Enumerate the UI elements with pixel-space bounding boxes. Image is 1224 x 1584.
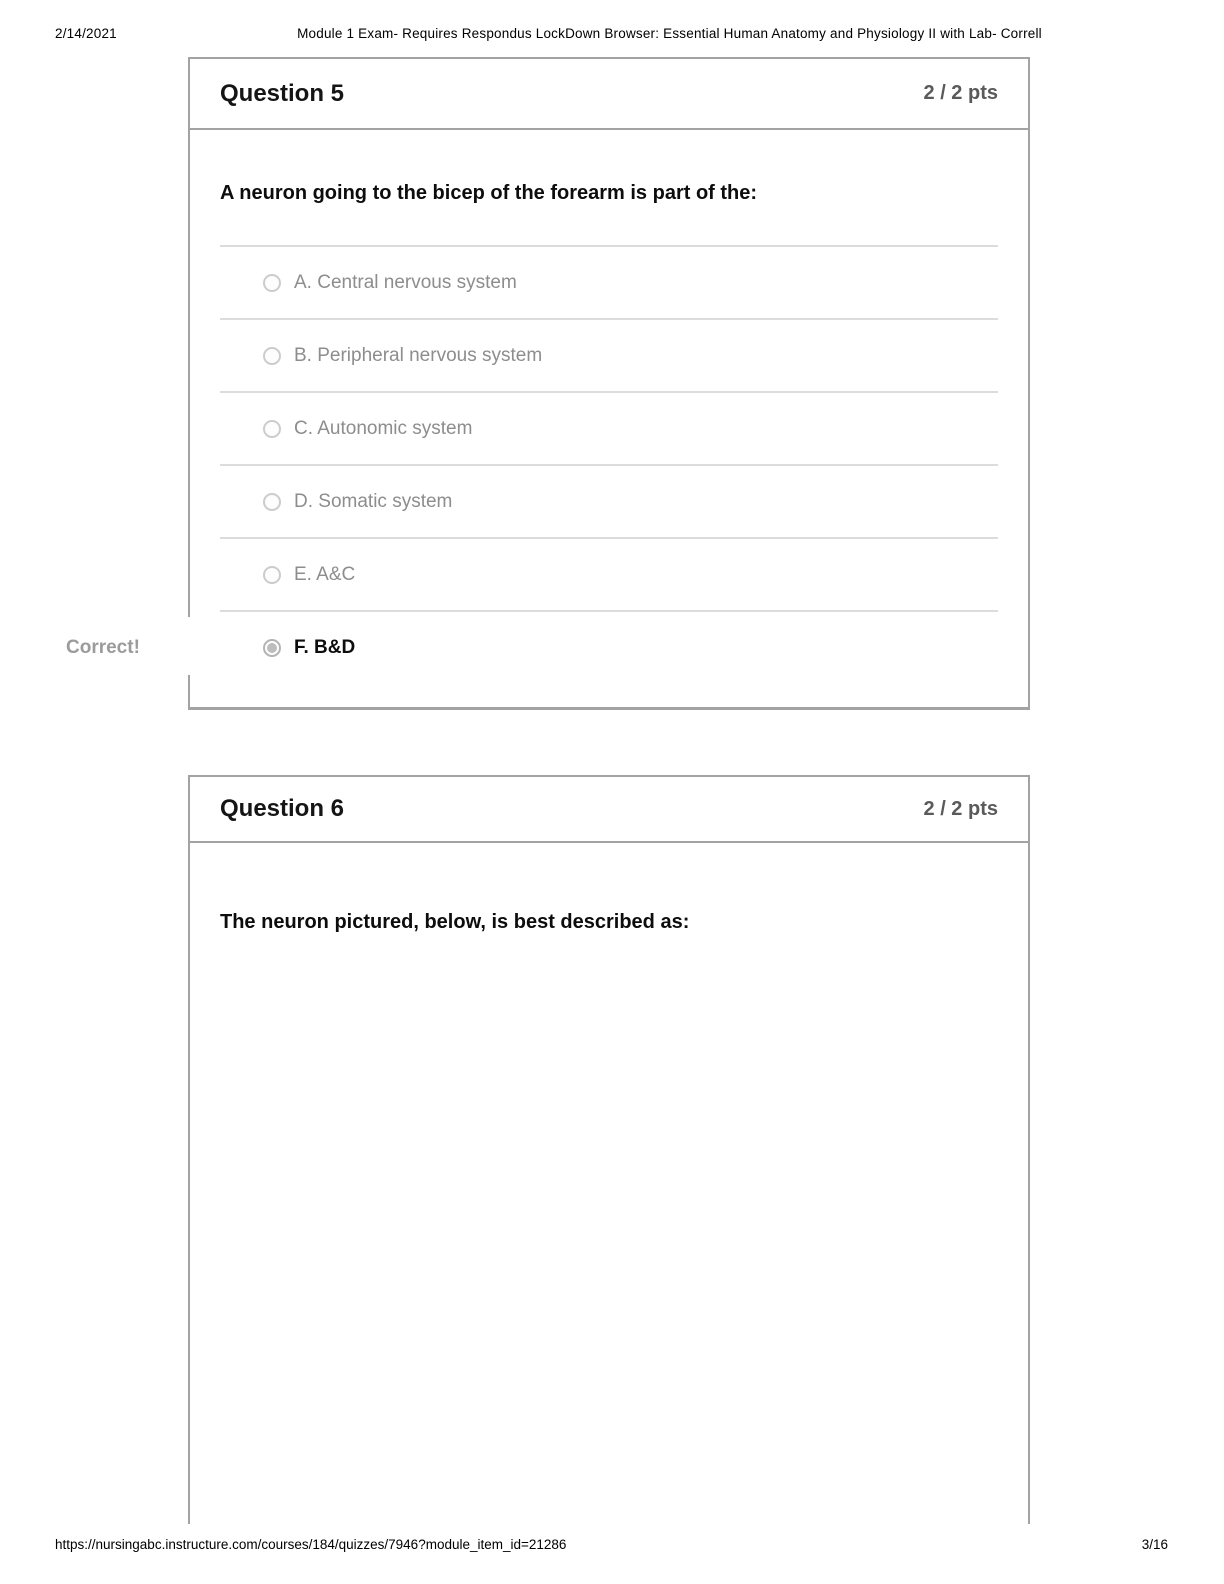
- radio-unselected-icon[interactable]: [263, 566, 281, 584]
- answer-option-f-correct[interactable]: [66, 610, 998, 683]
- question-5-answers: [66, 245, 998, 683]
- question-5-body: [66, 130, 1030, 710]
- radio-unselected-icon[interactable]: [263, 493, 281, 511]
- answer-option-label: E. A&C: [294, 563, 356, 585]
- answer-option-label: D. Somatic system: [294, 490, 453, 512]
- question-6-header: [188, 775, 1030, 843]
- question-card-6: [188, 775, 1030, 1524]
- print-header-title: Module 1 Exam- Requires Respondus LockDown Browser: Essential Human Anatomy and Physiology II with Lab- Correll: [297, 26, 1042, 41]
- print-footer-url: https://nursingabc.instructure.com/courses/184/quizzes/7946?module_item_id=21286: [55, 1537, 567, 1552]
- answer-option-a[interactable]: [220, 245, 998, 318]
- answer-option-label: C. Autonomic system: [294, 417, 473, 439]
- answer-option-label: B. Peripheral nervous system: [294, 344, 543, 366]
- question-5-points-badge: 2 / 2 pts: [923, 82, 998, 104]
- question-5-prompt: A neuron going to the bicep of the forearm is part of the:: [220, 182, 758, 204]
- question-6-points-badge: 2 / 2 pts: [923, 797, 998, 820]
- print-footer-page-number: 3/16: [1141, 1537, 1168, 1552]
- question-card-5: [66, 57, 1030, 710]
- answer-option-label: F. B&D: [294, 636, 356, 658]
- question-5-title: Question 5: [220, 79, 345, 107]
- question-6-title: Question 6: [220, 795, 345, 822]
- answer-option-e[interactable]: [220, 537, 998, 610]
- radio-unselected-icon[interactable]: [263, 274, 281, 292]
- radio-unselected-icon[interactable]: [263, 347, 281, 365]
- print-header-date: 2/14/2021: [55, 26, 117, 41]
- radio-unselected-icon[interactable]: [263, 420, 281, 438]
- answer-option-b[interactable]: [220, 318, 998, 391]
- question-6-prompt: The neuron pictured, below, is best described as:: [220, 911, 690, 933]
- question-5-header: [188, 57, 1030, 130]
- question-6-body: [188, 843, 1030, 1524]
- answer-option-c[interactable]: [220, 391, 998, 464]
- answer-option-label: A. Central nervous system: [294, 271, 517, 293]
- correct-status-label: Correct!: [66, 636, 140, 658]
- radio-selected-icon[interactable]: [263, 639, 281, 657]
- answer-option-d[interactable]: [220, 464, 998, 537]
